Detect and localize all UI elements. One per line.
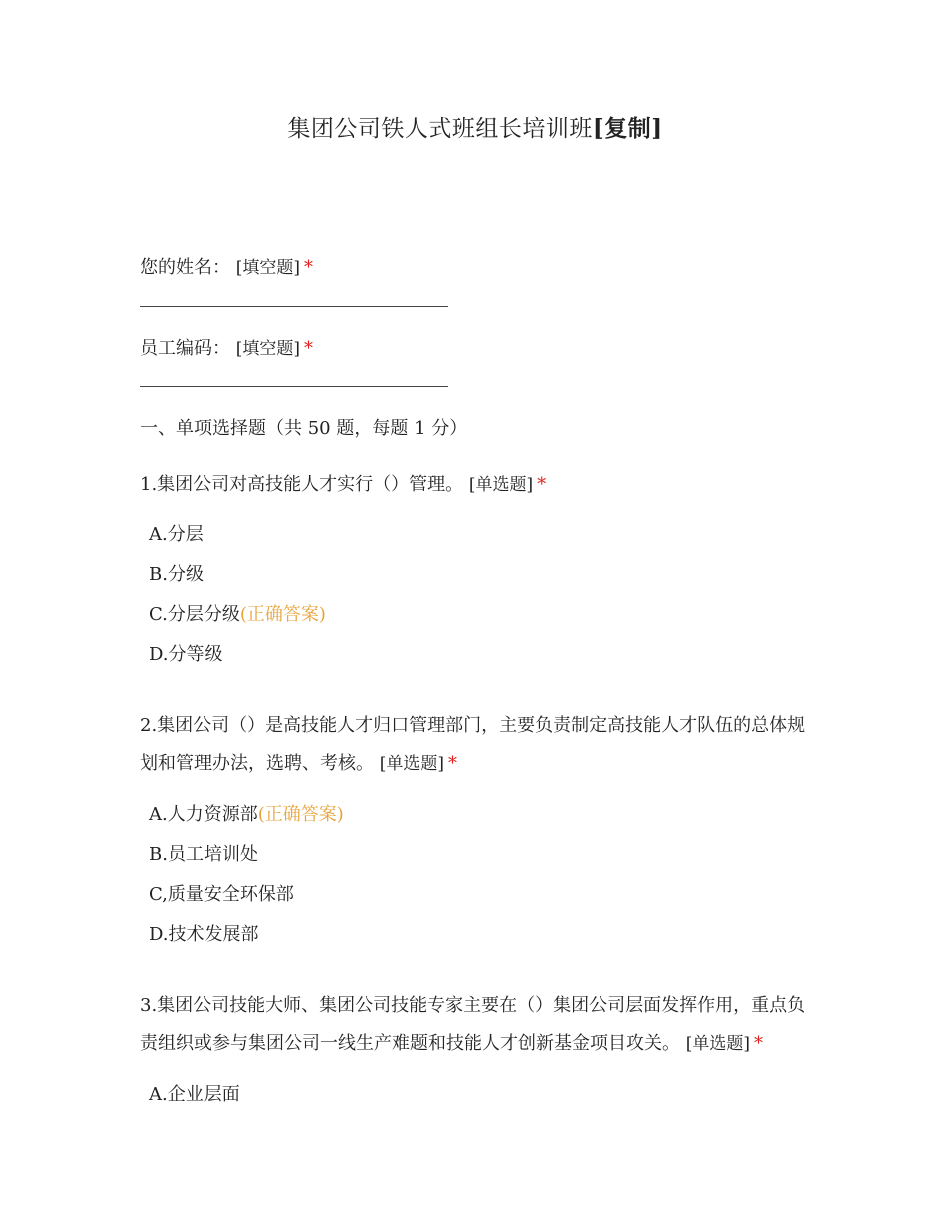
question-1 bbox=[140, 466, 820, 504]
question-1-text: 1.集团公司对高技能人才实行（）管理。 bbox=[140, 474, 464, 495]
q3-option-a-label: A.企业层面 bbox=[149, 1084, 240, 1105]
question-3-required-mark: * bbox=[754, 1033, 763, 1054]
question-2-text: 2.集团公司（）是高技能人才归口管理部门，主要负责制定高技能人才队伍的总体规划和管理办法，选聘、考核。 bbox=[140, 715, 806, 774]
employee-code-type-tag: [填空题] bbox=[235, 339, 300, 359]
employee-code-required-mark: * bbox=[304, 338, 313, 359]
q2-correct-answer-note: (正确答案) bbox=[257, 804, 344, 825]
question-2-type-tag: [单选题] bbox=[379, 754, 444, 774]
name-type-tag: [填空题] bbox=[235, 258, 300, 278]
q1-option-b[interactable] bbox=[149, 560, 204, 586]
question-3-text: 3.集团公司技能大师、集团公司技能专家主要在（）集团公司层面发挥作用，重点负责组织或参与集团公司一线生产难题和技能人才创新基金项目攻关。 bbox=[140, 995, 806, 1054]
q2-option-d[interactable] bbox=[149, 920, 259, 946]
q1-option-d[interactable] bbox=[149, 640, 223, 666]
q2-option-b[interactable] bbox=[149, 840, 258, 866]
question-3 bbox=[140, 987, 820, 1063]
q1-option-a-label: A.分层 bbox=[149, 524, 204, 545]
name-fill-line[interactable] bbox=[140, 306, 448, 307]
q1-option-c-label: C.分层分级 bbox=[149, 604, 240, 625]
page-title bbox=[0, 110, 950, 143]
q2-option-b-label: B.员工培训处 bbox=[149, 844, 258, 865]
section-title: 一、单项选择题（共 50 题，每题 1 分） bbox=[140, 418, 468, 439]
employee-code-label-text: 员工编码： bbox=[140, 338, 230, 359]
q2-option-c[interactable] bbox=[149, 880, 294, 906]
name-label-text: 您的姓名： bbox=[140, 257, 230, 278]
q2-option-a[interactable] bbox=[149, 800, 344, 826]
question-2-required-mark: * bbox=[448, 753, 457, 774]
q2-option-d-label: D.技术发展部 bbox=[149, 924, 259, 945]
question-1-required-mark: * bbox=[537, 474, 547, 495]
name-field-label bbox=[140, 253, 313, 279]
q2-option-a-label: A.人力资源部 bbox=[149, 804, 258, 825]
q1-option-b-label: B.分级 bbox=[149, 564, 204, 585]
q3-option-a[interactable] bbox=[149, 1080, 240, 1106]
employee-code-field-label bbox=[140, 334, 313, 360]
q1-option-c[interactable] bbox=[149, 600, 326, 626]
title-main: 集团公司铁人式班组长培训班 bbox=[287, 116, 593, 142]
q2-option-c-label: C,质量安全环保部 bbox=[149, 884, 294, 905]
question-2 bbox=[140, 707, 820, 783]
question-3-type-tag: [单选题] bbox=[685, 1034, 750, 1054]
q1-option-a[interactable] bbox=[149, 520, 204, 546]
q1-correct-answer-note: (正确答案) bbox=[239, 604, 326, 625]
question-1-type-tag: [单选题] bbox=[468, 475, 534, 495]
q1-option-d-label: D.分等级 bbox=[149, 644, 223, 665]
name-required-mark: * bbox=[304, 257, 313, 278]
employee-code-fill-line[interactable] bbox=[140, 386, 448, 387]
title-suffix: [复制] bbox=[592, 115, 663, 142]
